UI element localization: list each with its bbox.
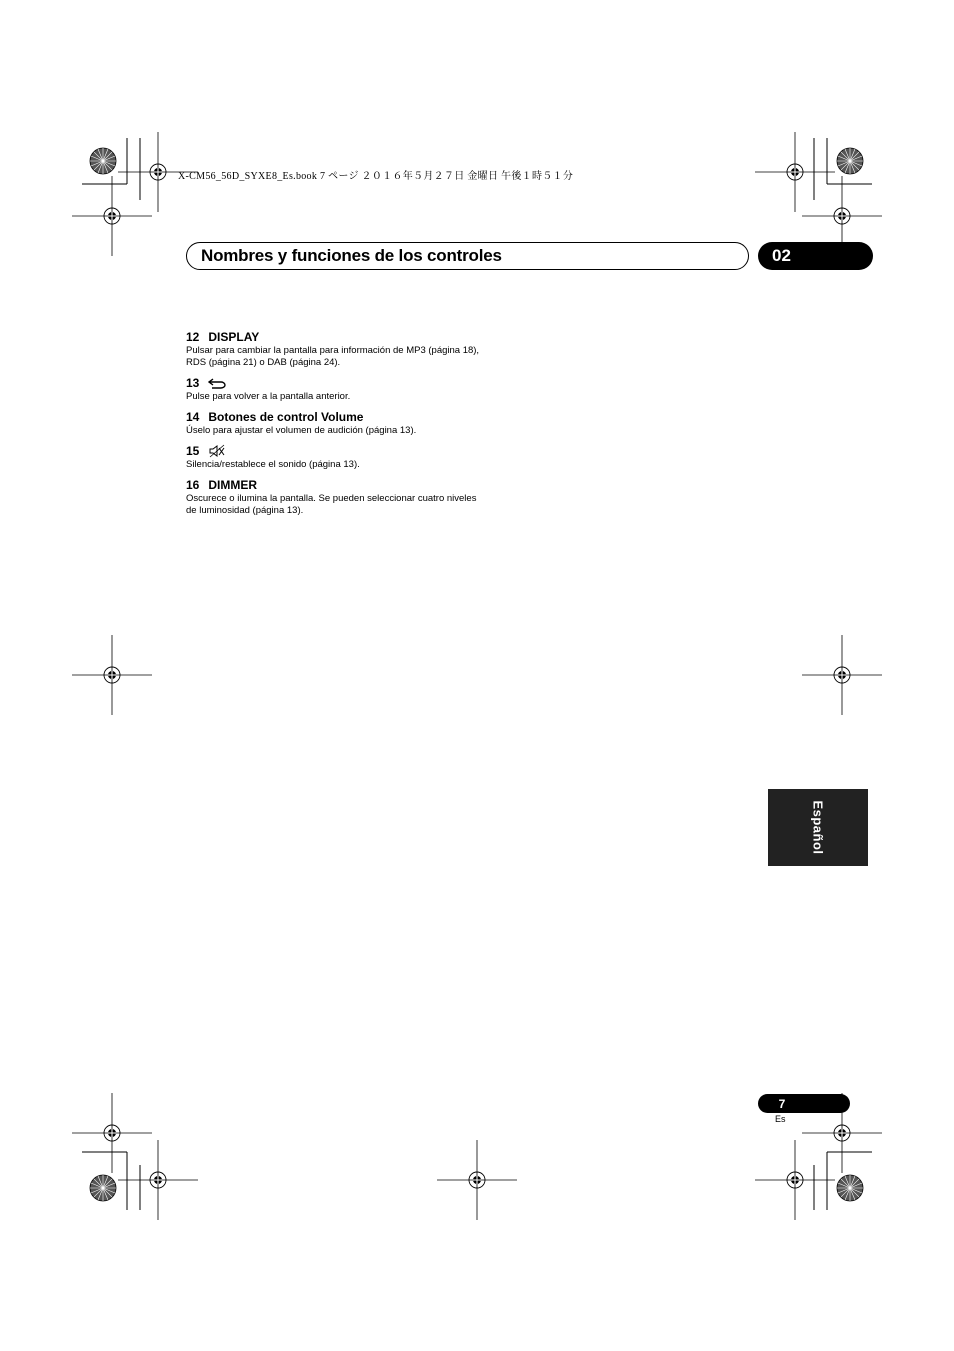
- item-description: Úselo para ajustar el volumen de audición (página 13).: [186, 425, 417, 436]
- chapter-badge: [758, 242, 873, 270]
- page-number-badge: [758, 1094, 850, 1113]
- item-number: 16: [186, 478, 200, 492]
- chapter-number: 02: [772, 246, 791, 265]
- item-description: Pulse para volver a la pantalla anterior.: [186, 391, 351, 402]
- language-tab: [768, 789, 868, 866]
- control-item-13: [186, 376, 486, 403]
- item-number: 13: [186, 376, 200, 390]
- item-label: DIMMER: [208, 478, 258, 492]
- control-item-14: [186, 410, 486, 437]
- item-description: Pulsar para cambiar la pantalla para información de MP3 (página 18), RDS (página 21) o DAB (página 24).: [186, 345, 480, 368]
- item-description: Silencia/restablece el sonido (página 13).: [186, 459, 360, 470]
- control-item-12: [186, 330, 486, 369]
- section-title-box: [186, 242, 749, 270]
- mute-speaker-icon: [208, 444, 226, 458]
- control-item-16: [186, 478, 486, 517]
- page-language-code: Es: [775, 1114, 786, 1124]
- item-label: DISPLAY: [208, 330, 260, 344]
- language-label: Español: [810, 800, 826, 855]
- item-number: 12: [186, 330, 200, 344]
- print-file-info: X-CM56_56D_SYXE8_Es.book 7 ページ ２０１６年５月２７日 金曜日 午後１時５１分: [178, 171, 574, 182]
- controls-list: [186, 330, 486, 524]
- item-number: 14: [186, 410, 200, 424]
- item-description: Oscurece o ilumina la pantalla. Se pueden seleccionar cuatro niveles de luminosidad (página 13).: [186, 493, 477, 516]
- item-label: Botones de control Volume: [208, 410, 364, 424]
- page-number: 7: [778, 1096, 786, 1111]
- control-item-15: [186, 444, 486, 471]
- section-title: Nombres y funciones de los controles: [201, 246, 502, 265]
- return-arrow-icon: [208, 377, 228, 389]
- item-number: 15: [186, 444, 200, 458]
